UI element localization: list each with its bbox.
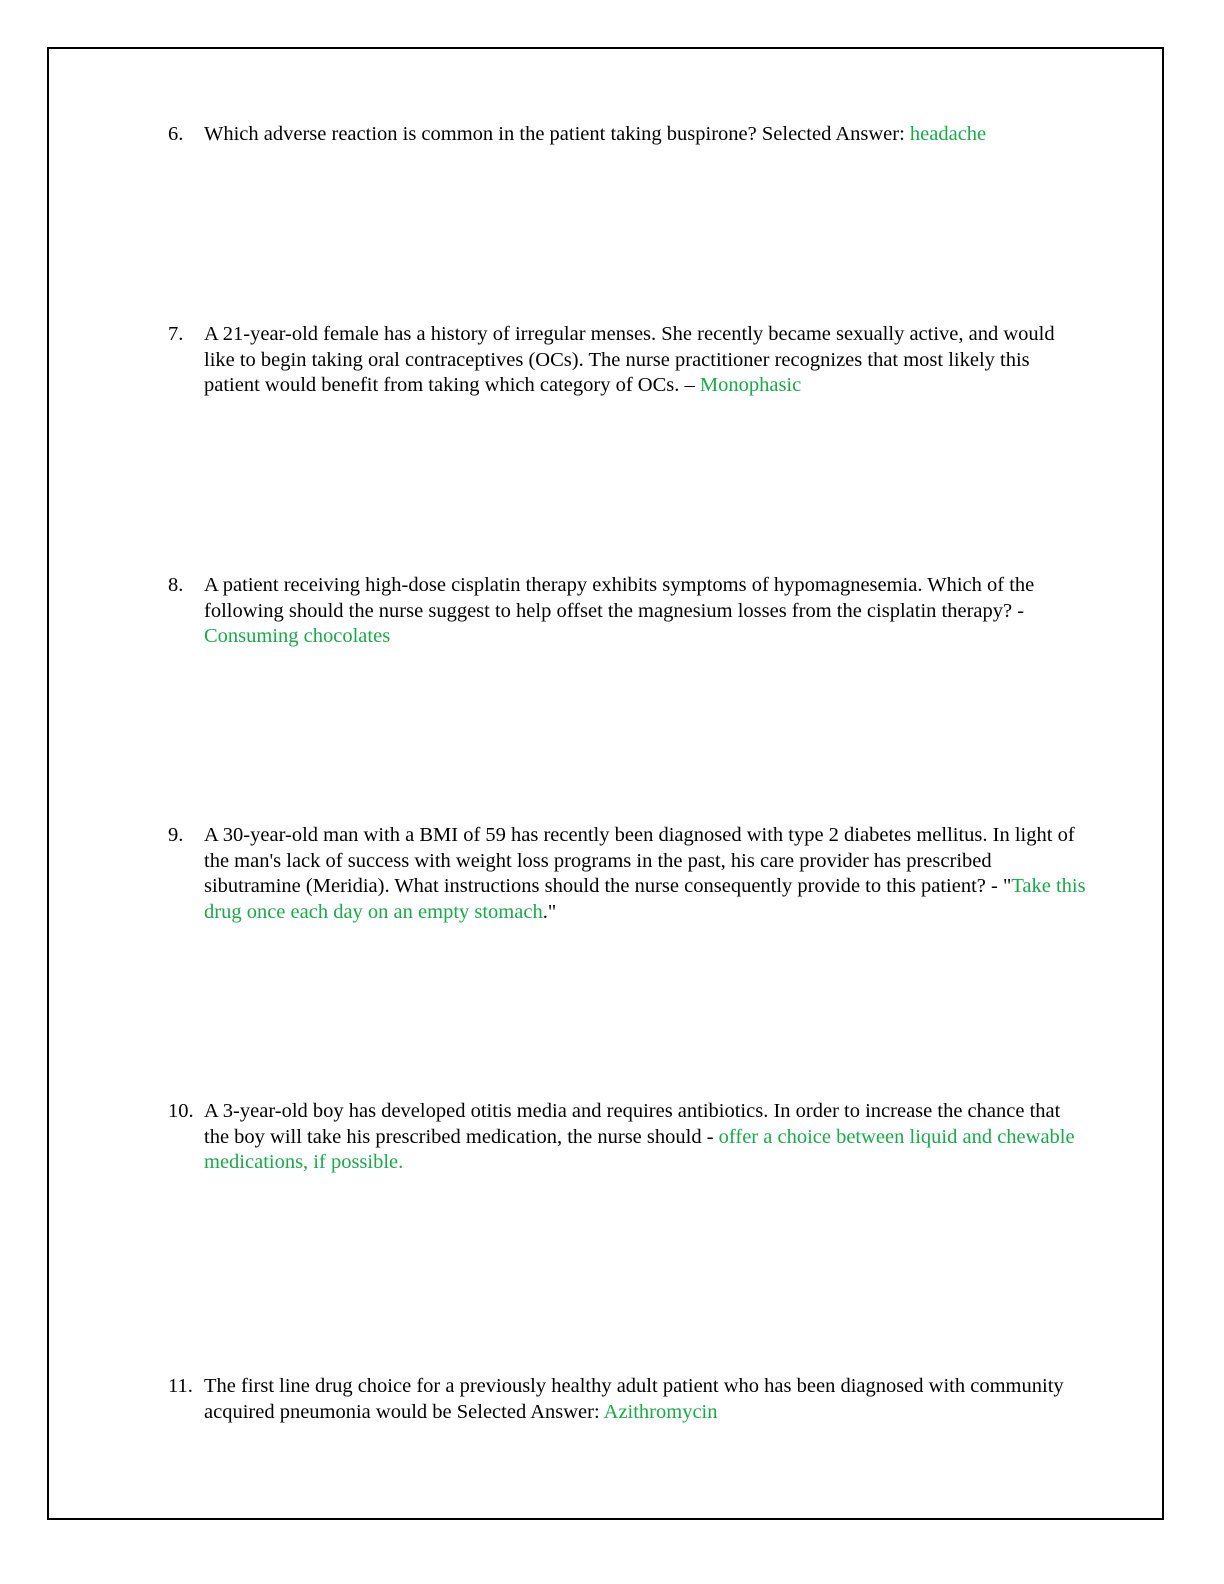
question-number: 7. bbox=[168, 323, 184, 345]
selected-answer: Take this drug once each day on an empty stomach bbox=[204, 875, 1086, 923]
question-text bbox=[204, 1374, 1088, 1425]
selected-answer: Monophasic bbox=[699, 374, 802, 396]
question-prompt: A 21-year-old female has a history of irregular menses. She recently became sexually active, and would like to begin taking oral contraceptives (OCs). The nurse practitioner recognizes that most likely this patient would benefit from taking which category of OCs. – bbox=[204, 323, 1055, 396]
question-prompt: The first line drug choice for a previously healthy adult patient who has been diagnosed with community acquired pneumonia would be Selected Answer: bbox=[204, 1375, 1064, 1423]
question-10 bbox=[168, 1099, 1088, 1176]
question-number: 8. bbox=[168, 574, 184, 596]
question-number: 10. bbox=[168, 1100, 194, 1122]
question-9 bbox=[168, 823, 1088, 925]
question-prompt: A 3-year-old boy has developed otitis media and requires antibiotics. In order to increase the chance that the boy will take his prescribed medication, the nurse should - bbox=[204, 1100, 1061, 1148]
question-text bbox=[204, 823, 1088, 925]
question-6 bbox=[168, 122, 1088, 148]
answer-suffix: ." bbox=[542, 900, 557, 923]
question-11 bbox=[168, 1374, 1088, 1425]
selected-answer: headache bbox=[909, 123, 987, 145]
question-text bbox=[204, 573, 1088, 650]
question-text bbox=[204, 122, 1088, 148]
question-text bbox=[204, 1099, 1088, 1176]
question-prompt: A 30-year-old man with a BMI of 59 has recently been diagnosed with type 2 diabetes mellitus. In light of the man's lack of success with weight loss programs in the past, his care provider has prescribed sibutramine (Meridia). What instructions should the nurse consequently provide to this patient? - " bbox=[204, 824, 1075, 897]
question-number: 6. bbox=[168, 123, 184, 145]
question-number: 11. bbox=[168, 1375, 193, 1397]
question-7 bbox=[168, 322, 1088, 399]
selected-answer: offer a choice between liquid and chewable medications, if possible. bbox=[204, 1125, 1075, 1173]
selected-answer: Consuming chocolates bbox=[204, 625, 391, 647]
question-prompt: Which adverse reaction is common in the patient taking buspirone? Selected Answer: bbox=[204, 123, 910, 145]
question-8 bbox=[168, 573, 1088, 650]
question-prompt: A patient receiving high-dose cisplatin therapy exhibits symptoms of hypomagnesemia. Which of the following should the nurse suggest to help offset the magnesium losses from the cisplatin therapy? - bbox=[204, 574, 1035, 622]
selected-answer: Azithromycin bbox=[603, 1400, 718, 1423]
question-number: 9. bbox=[168, 824, 184, 846]
page-border bbox=[47, 47, 1164, 1520]
question-text bbox=[204, 322, 1088, 399]
